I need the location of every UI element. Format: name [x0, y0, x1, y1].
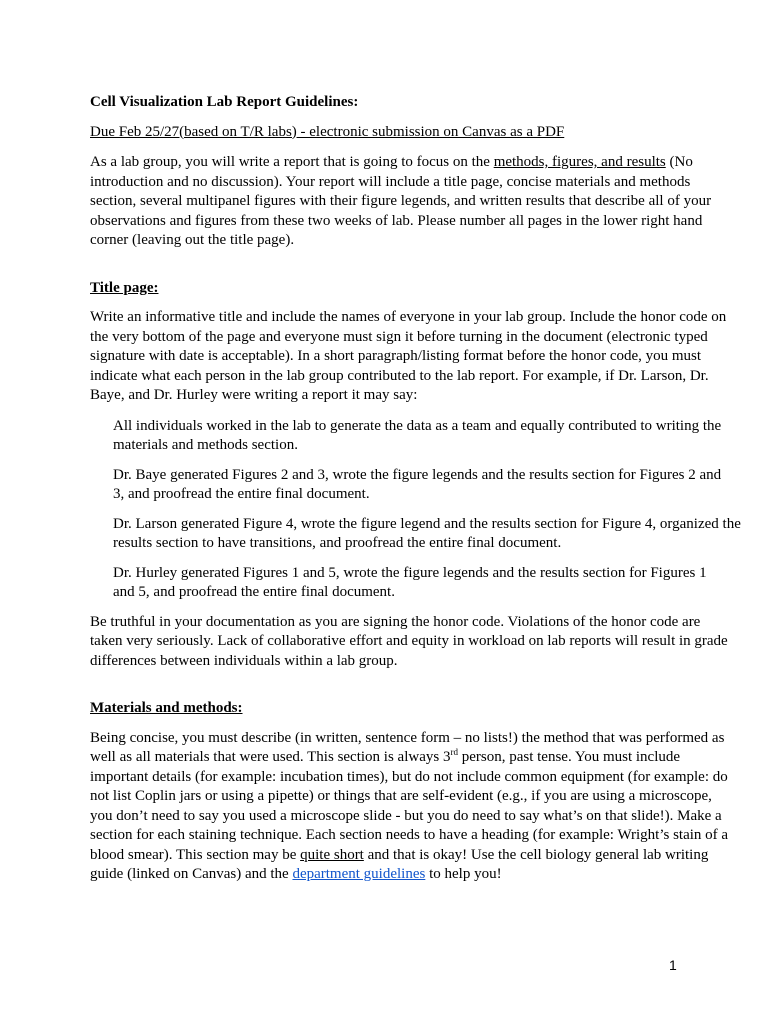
page-number: 1: [669, 957, 677, 973]
contribution-example-1: All individuals worked in the lab to generate the data as a team and equally contributed to writing the materials and methods section.: [113, 417, 722, 453]
materials-methods-heading: Materials and methods:: [90, 700, 243, 716]
contribution-example-2: Dr. Baye generated Figures 2 and 3, wrote the figure legends and the results section for Figures 2 and 3, and proofread the entire final document.: [113, 466, 722, 502]
quite-short-underlined: quite short: [300, 846, 364, 863]
contribution-example-4: Dr. Hurley generated Figures 1 and 5, wrote the figure legends and the results section for Figures 1 and 5, and proofread the entire final document.: [113, 564, 707, 600]
contribution-example-3: Dr. Larson generated Figure 4, wrote the figure legend and the results section for Figure 4, organized the results section to have transitions, and proofread the entire final document.: [113, 515, 741, 551]
intro-text-start: As a lab group, you will write a report that is going to focus on the: [90, 154, 494, 170]
ordinal-superscript: rd: [450, 747, 458, 757]
department-guidelines-link[interactable]: department guidelines: [292, 866, 426, 882]
materials-methods-paragraph: [90, 729, 730, 885]
due-date-line: Due Feb 25/27(based on T/R labs) - electronic submission on Canvas as a PDF: [90, 123, 565, 140]
intro-underlined-focus: methods, figures, and results: [493, 154, 666, 170]
title-page-heading: Title page:: [90, 279, 159, 296]
intro-text-end: (No introduction and no discussion). Your report will include a title page, concise materials and methods section, several multipanel figures with their figure legends, and written results that describe all of your observations and figures from these two weeks of lab. Please number all pages in the lower right hand corner (leaving out the title page).: [90, 154, 712, 248]
materials-text-1: Being concise, you must describe (in written, sentence form – no lists!) the method that was performed as well as all materials that were used. This section is always 3: [90, 729, 725, 765]
materials-text-2: person, past tense. You must include important details (for example: incubation times), but do not include common equipment (for example: do not list Coplin jars or using a pipette) or things that are self-evident (e.g., if you are using a microscope, you don’t need to say you used a microscope slide - but you do need to say what’s on that slide!). Make a section for each staining technique. Each section needs to have a heading (for example: Wright’s stain of a blood smear). This section may be: [90, 749, 729, 863]
materials-text-3: and that is okay! Use the cell biology general lab writing guide (linked on Canvas) and the: [90, 846, 709, 882]
honor-code-paragraph: Be truthful in your documentation as you are signing the honor code. Violations of the honor code are taken very seriously. Lack of collaborative effort and equity in workload on lab reports will result in grade differences between individuals within a lab group.: [90, 613, 728, 669]
materials-text-4: to help you!: [425, 866, 502, 882]
document-title: Cell Visualization Lab Report Guidelines:: [90, 94, 359, 110]
title-page-paragraph: Write an informative title and include the names of everyone in your lab group. Include the honor code on the very bottom of the page and everyone must sign it before turning in the document (electronic typed signature with date is acceptable). In a short paragraph/listing format before the honor code, you must indicate what each person in the lab group contributed to the lab report. For example, if Dr. Larson, Dr. Baye, and Dr. Hurley were writing a report it may say:: [90, 309, 727, 403]
intro-paragraph: [90, 153, 730, 251]
document-page: [90, 93, 741, 896]
